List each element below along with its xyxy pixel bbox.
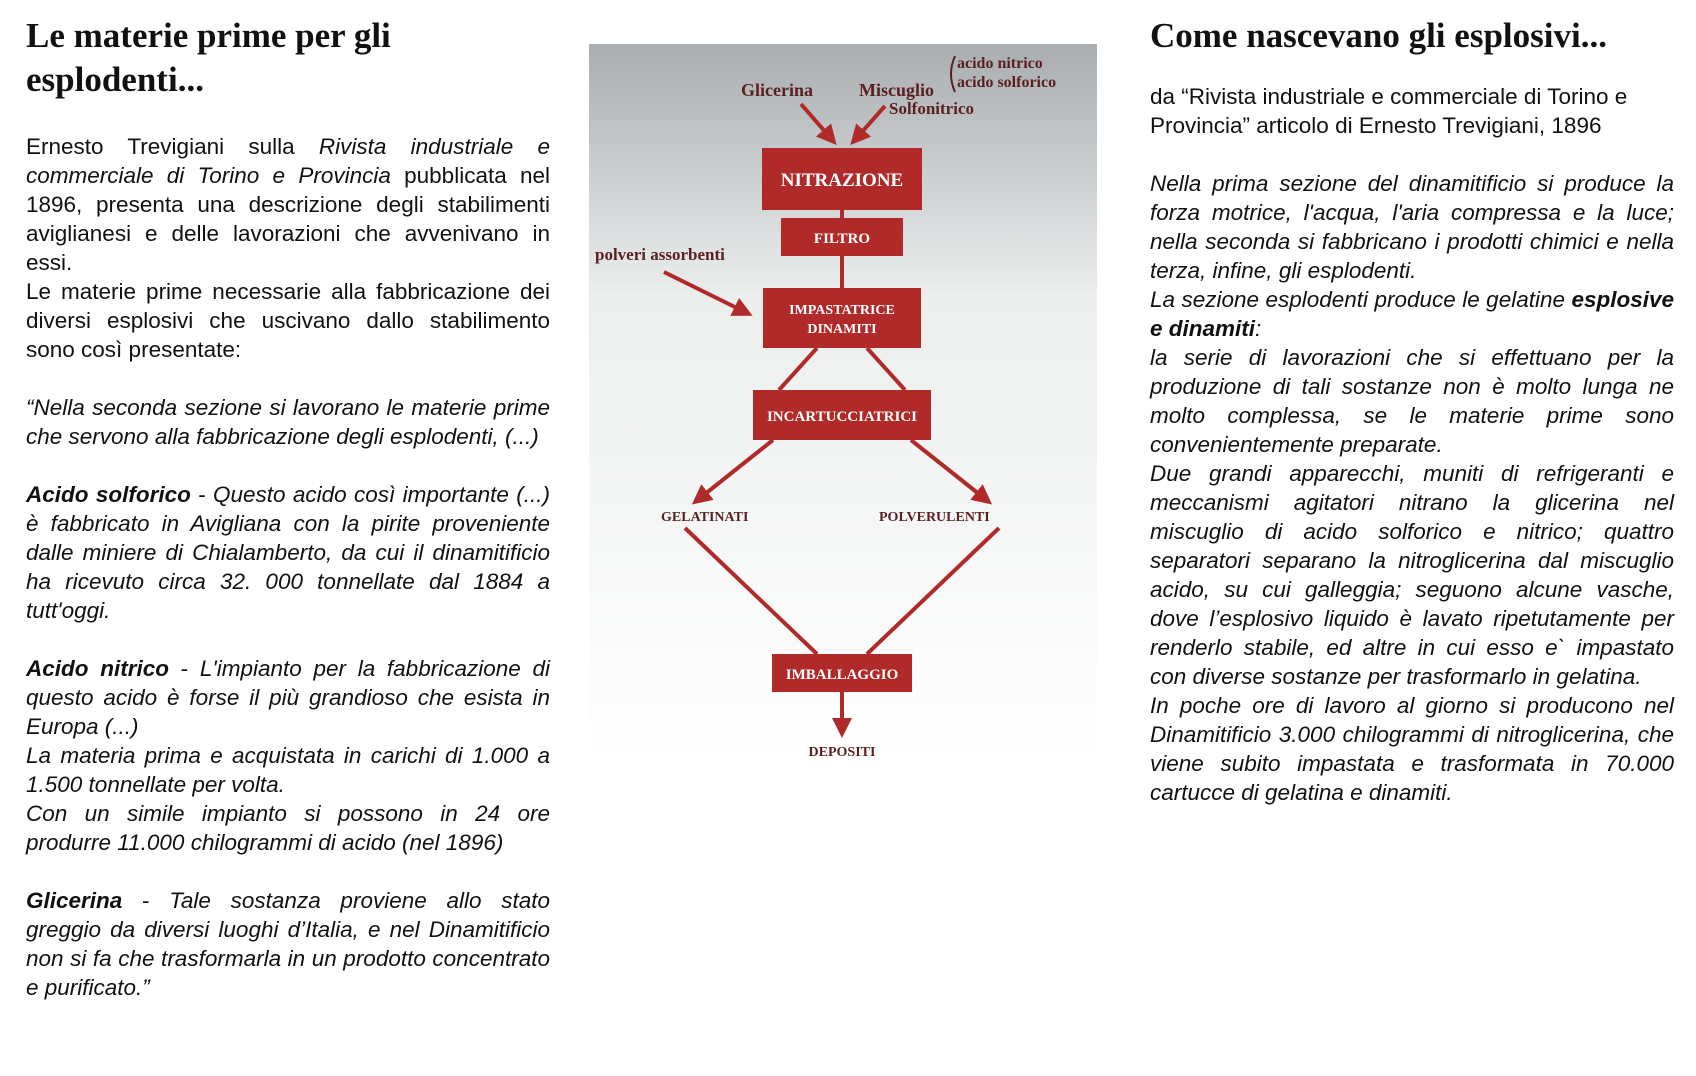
acido-nitrico-paragraph: Acido nitrico - L'impianto per la fabbricazione di questo acido è forse il più grandioso che esista in Europa (...)	[26, 656, 550, 739]
source-line: da “Rivista industriale e commerciale di Torino e Provincia” articolo di Ernesto Trevigiani, 1896	[1150, 84, 1628, 138]
label-miscuglio: Miscuglio	[859, 80, 934, 100]
label-polveri: polveri assorbenti	[595, 245, 725, 264]
right-paragraph-4: Due grandi apparecchi, muniti di refrigeranti e meccanismi agitatori nitrano la glicerina nel miscuglio di acido solforico e nitrico; quattro separatori separano la nitroglicerina dal miscuglio acido, su cui galleggia; seguono alcune vasche, dove l’esplosivo liquido è lavato ripetutamente per renderlo stabile, ed altre in cui esso e` impastato con diverse sostanze per trasformarlo in gelatina.	[1150, 461, 1674, 689]
right-paragraph-5: In poche ore di lavoro al giorno si producono nel Dinamitificio 3.000 chilogrammi di nitroglicerina, che viene subito impastata e trasformata in 70.000 cartucce di gelatina e dinamiti.	[1150, 693, 1674, 805]
acido-nitrico-term: Acido nitrico	[26, 656, 169, 681]
label-polverulenti: POLVERULENTI	[879, 510, 990, 525]
acido-solforico-term: Acido solforico	[26, 482, 191, 507]
quote-open: “Nella seconda sezione si lavorano le materie prime che servono alla fabbricazione degli esplodenti, (...)	[26, 395, 550, 449]
svg-text:FILTRO: FILTRO	[813, 231, 871, 247]
intro-paragraph: Ernesto Trevigiani sulla Rivista industriale e commerciale di Torino e Provincia pubblicata nel 1896, presenta una descrizione degli stabilimenti aviglianesi e delle lavorazioni che avvenivano in essi.	[26, 134, 551, 275]
label-depositi: DEPOSITI	[808, 745, 876, 760]
label-acido-solforico: acido solforico	[957, 74, 1057, 91]
right-paragraph-3: la serie di lavorazioni che si effettuano per la produzione di tali sostanze non è molto lunga ne molto complessa, se le materie prime sono convenientemente preparate.	[1150, 345, 1674, 457]
svg-text:IMBALLAGGIO: IMBALLAGGIO	[785, 667, 899, 683]
left-column	[26, 14, 550, 1002]
svg-text:INCARTUCCIATRICI: INCARTUCCIATRICI	[766, 409, 918, 425]
box-impastatrice	[763, 288, 921, 348]
left-title: Le materie prime per gli esplodenti...	[26, 16, 391, 99]
label-glicerina: Glicerina	[741, 80, 813, 100]
process-diagram	[589, 44, 1097, 764]
right-paragraph-2: La sezione esplodenti produce le gelatine esplosive e dinamiti:	[1150, 287, 1674, 341]
right-title: Come nascevano gli esplosivi...	[1150, 16, 1607, 55]
acido-nitrico-paragraph-2: La materia prima e acquistata in carichi di 1.000 a 1.500 tonnellate per volta.	[26, 743, 550, 797]
glicerina-paragraph: Glicerina - Tale sostanza proviene allo stato greggio da diversi luoghi d’Italia, e nel Dinamitificio non si fa che trasformarla in un prodotto concentrato e purificato.”	[26, 888, 550, 1000]
right-paragraph-1: Nella prima sezione del dinamitificio si produce la forza motrice, l'acqua, l'aria compressa e la luce; nella seconda si fabbricano i prodotti chimici e nella terza, infine, gli esplodenti.	[1150, 171, 1674, 283]
journal-title: Rivista industriale e commerciale di Torino e Provincia	[26, 134, 550, 188]
label-acido-nitrico: acido nitrico	[957, 55, 1043, 72]
svg-text:NITRAZIONE: NITRAZIONE	[780, 170, 904, 191]
glicerina-term: Glicerina	[26, 888, 123, 913]
svg-text:DINAMITI: DINAMITI	[807, 322, 877, 337]
label-solfonitrico: Solfonitrico	[889, 99, 974, 118]
intro-paragraph-2: Le materie prime necessarie alla fabbricazione dei diversi esplosivi che uscivano dallo stabilimento sono così presentate:	[26, 279, 550, 362]
acido-nitrico-paragraph-3: Con un simile impianto si possono in 24 ore produrre 11.000 chilogrammi di acido (nel 1896)	[26, 801, 550, 855]
label-gelatinati: GELATINATI	[661, 510, 749, 525]
right-column	[1150, 14, 1674, 807]
acido-solforico-paragraph: Acido solforico - Questo acido così importante (...) è fabbricato in Avigliana con la pirite proveniente dalle miniere di Chialamberto, da cui il dinamitificio ha ricevuto circa 32. 000 tonnellate dal 1884 a tutt'oggi.	[26, 482, 551, 623]
svg-text:IMPASTATRICE: IMPASTATRICE	[789, 303, 895, 318]
